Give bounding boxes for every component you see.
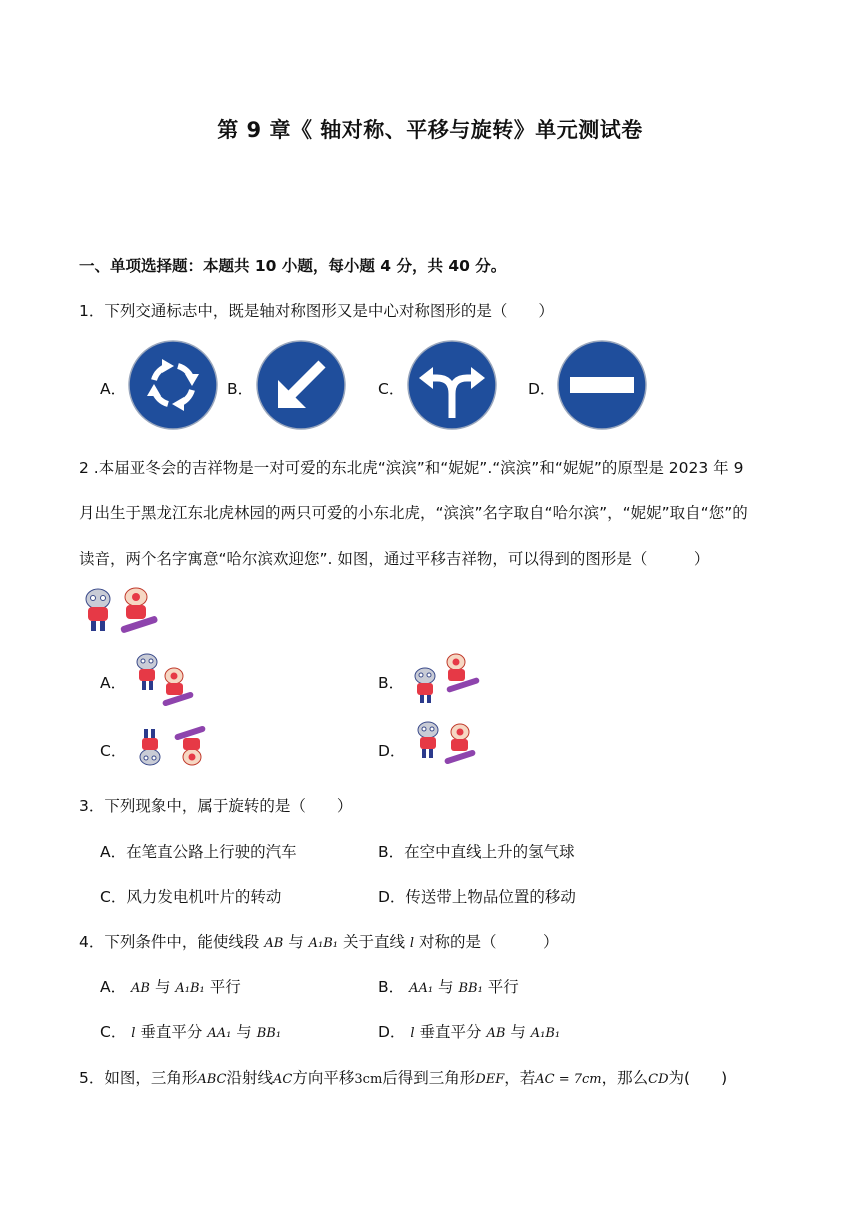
segment-a1b1: A₁B₁ [308,936,339,951]
q2-option-c-label: C． [100,742,127,760]
page-title: 第 9 章《 轴对称、平移与旋转》单元测试卷 [217,118,643,142]
q2-option-d-image [408,718,486,773]
mascot-binbin-icon [86,589,110,631]
q4-option-d: D． l 垂直平分 AB 与 A₁B₁ [378,1023,561,1041]
keep-left-arrow-sign-icon [256,340,346,430]
question-2-line-1: 2 .本届亚冬会的吉祥物是一对可爱的东北虎“滨滨”和“妮妮”.“滨滨”和“妮妮”的原型是 2023 年 9 [79,459,744,477]
no-entry-sign-icon [557,340,647,430]
q1-option-b-label: B． [227,380,254,398]
q2-option-d-label: D． [378,742,406,760]
q4-option-b: B． AA₁ 与 BB₁ 平行 [378,978,519,996]
q2-option-a-label: A． [100,674,127,692]
roundabout-sign-icon [128,340,218,430]
q1-option-d-label: D． [528,380,556,398]
section-heading: 一、单项选择题：本题共 10 小题，每小题 4 分，共 40 分。 [79,257,507,275]
q2-option-a-image [130,650,196,705]
line-l: l [409,936,415,951]
q2-option-b-image [408,650,482,705]
segment-ab: AB [264,936,284,951]
q3-option-b: B．在空中直线上升的氢气球 [378,843,575,861]
q3-option-c: C．风力发电机叶片的转动 [100,888,282,906]
q4-option-a: A． AB 与 A₁B₁ 平行 [100,978,241,996]
question-3-stem: 3．下列现象中，属于旋转的是（ ） [79,797,353,815]
question-4-stem: 4．下列条件中，能使线段 AB 与 A₁B₁ 关于直线 l 对称的是（ ） [79,933,559,951]
mascot-pair-image [80,585,160,635]
question-2-line-2: 月出生于黑龙江东北虎林园的两只可爱的小东北虎，“滨滨”名字取自“哈尔滨”，“妮妮”取自“您”的 [79,504,748,522]
question-2-line-3: 读音，两个名字寓意“哈尔滨欢迎您”. 如图，通过平移吉祥物，可以得到的图形是（ ） [79,550,710,568]
q1-option-c-label: C． [378,380,405,398]
q1-option-a-label: A． [100,380,127,398]
q4-option-c: C． l 垂直平分 AA₁ 与 BB₁ [100,1023,282,1041]
q2-option-b-label: B． [378,674,405,692]
question-5-stem: 5．如图，三角形ABC沿射线AC方向平移3cm后得到三角形DEF，若AC = 7cm，那么CD为( ) [79,1069,728,1087]
question-1-stem: 1．下列交通标志中，既是轴对称图形又是中心对称图形的是（ ） [79,302,554,320]
split-arrow-sign-icon [407,340,497,430]
mascot-nini-icon [120,588,158,634]
q3-option-a: A．在笔直公路上行驶的汽车 [100,843,297,861]
q3-option-d: D．传送带上物品位置的移动 [378,888,576,906]
q2-option-c-image [130,715,216,773]
